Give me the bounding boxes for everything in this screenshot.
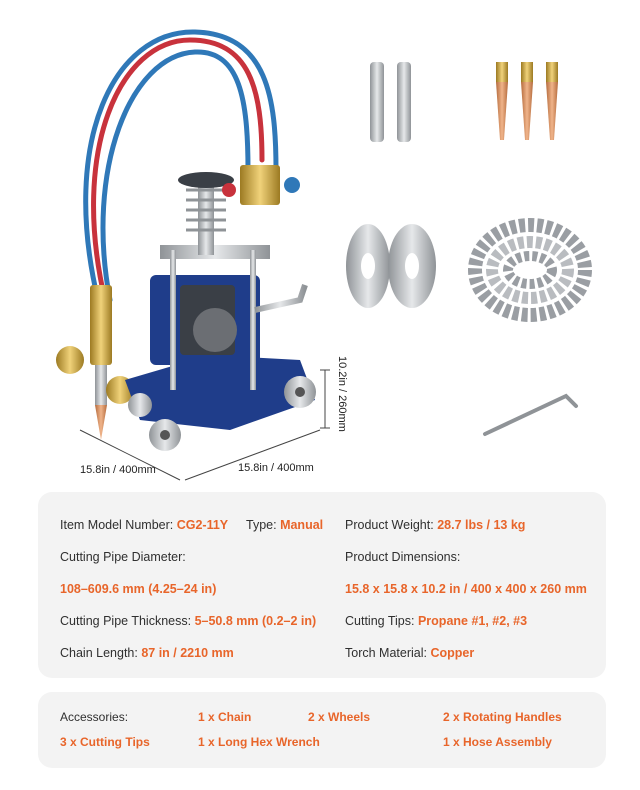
tips-label: Cutting Tips: — [345, 614, 415, 628]
hex-wrench — [485, 396, 576, 434]
chain-value: 87 in / 2210 mm — [141, 646, 234, 660]
tip-adapters — [370, 62, 411, 142]
torch-label: Torch Material: — [345, 646, 427, 660]
dimensions-label: Product Dimensions: — [345, 550, 461, 564]
thickness-label: Cutting Pipe Thickness: — [60, 614, 192, 628]
thickness-value: 5–50.8 mm (0.2–2 in) — [194, 614, 317, 628]
weight-value: 28.7 lbs / 13 kg — [437, 518, 526, 532]
width-dimension-label: 15.8in / 400mm — [238, 462, 314, 474]
item-model-label: Item Model Number: — [60, 518, 174, 532]
item-model-value: CG2-11Y — [176, 518, 229, 532]
item-model-row — [60, 518, 228, 532]
diameter-value: 108–609.6 mm (4.25–24 in) — [60, 582, 217, 596]
wheels-accessory — [346, 224, 436, 308]
weight-label: Product Weight: — [345, 518, 434, 532]
accessory-item: 1 x Chain — [198, 710, 252, 724]
diameter-value-row — [60, 582, 216, 596]
dimensions-value-row — [345, 582, 587, 596]
type-label: Type: — [246, 518, 277, 532]
type-value: Manual — [280, 518, 324, 532]
weight-row — [345, 518, 525, 532]
accessory-item: 1 x Hose Assembly — [443, 735, 552, 749]
accessories-card — [38, 692, 606, 768]
cutting-tips — [496, 62, 558, 140]
height-dimension-label: 10.2in / 260mm — [336, 356, 348, 432]
tips-value: Propane #1, #2, #3 — [417, 614, 528, 628]
accessories-label: Accessories: — [60, 710, 129, 724]
diameter-label-row — [60, 550, 186, 564]
torch-value: Copper — [430, 646, 475, 660]
dimensions-label-row — [345, 550, 460, 564]
dimensions-value: 15.8 x 15.8 x 10.2 in / 400 x 400 x 260 mm — [345, 582, 587, 596]
accessory-item: 3 x Cutting Tips — [60, 735, 150, 749]
thickness-row — [60, 614, 316, 628]
accessory-item: 1 x Long Hex Wrench — [198, 735, 320, 749]
chain-row — [60, 646, 234, 660]
depth-dimension-label: 15.8in / 400mm — [80, 464, 156, 476]
torch — [56, 285, 134, 440]
torch-row — [345, 646, 474, 660]
tips-row — [345, 614, 527, 628]
specifications-card — [38, 492, 606, 678]
type-row — [246, 518, 323, 532]
chain-label: Chain Length: — [60, 646, 138, 660]
diameter-label: Cutting Pipe Diameter: — [60, 550, 186, 564]
accessory-item: 2 x Rotating Handles — [443, 710, 562, 724]
chain-accessory — [475, 225, 585, 315]
accessory-item: 2 x Wheels — [308, 710, 371, 724]
